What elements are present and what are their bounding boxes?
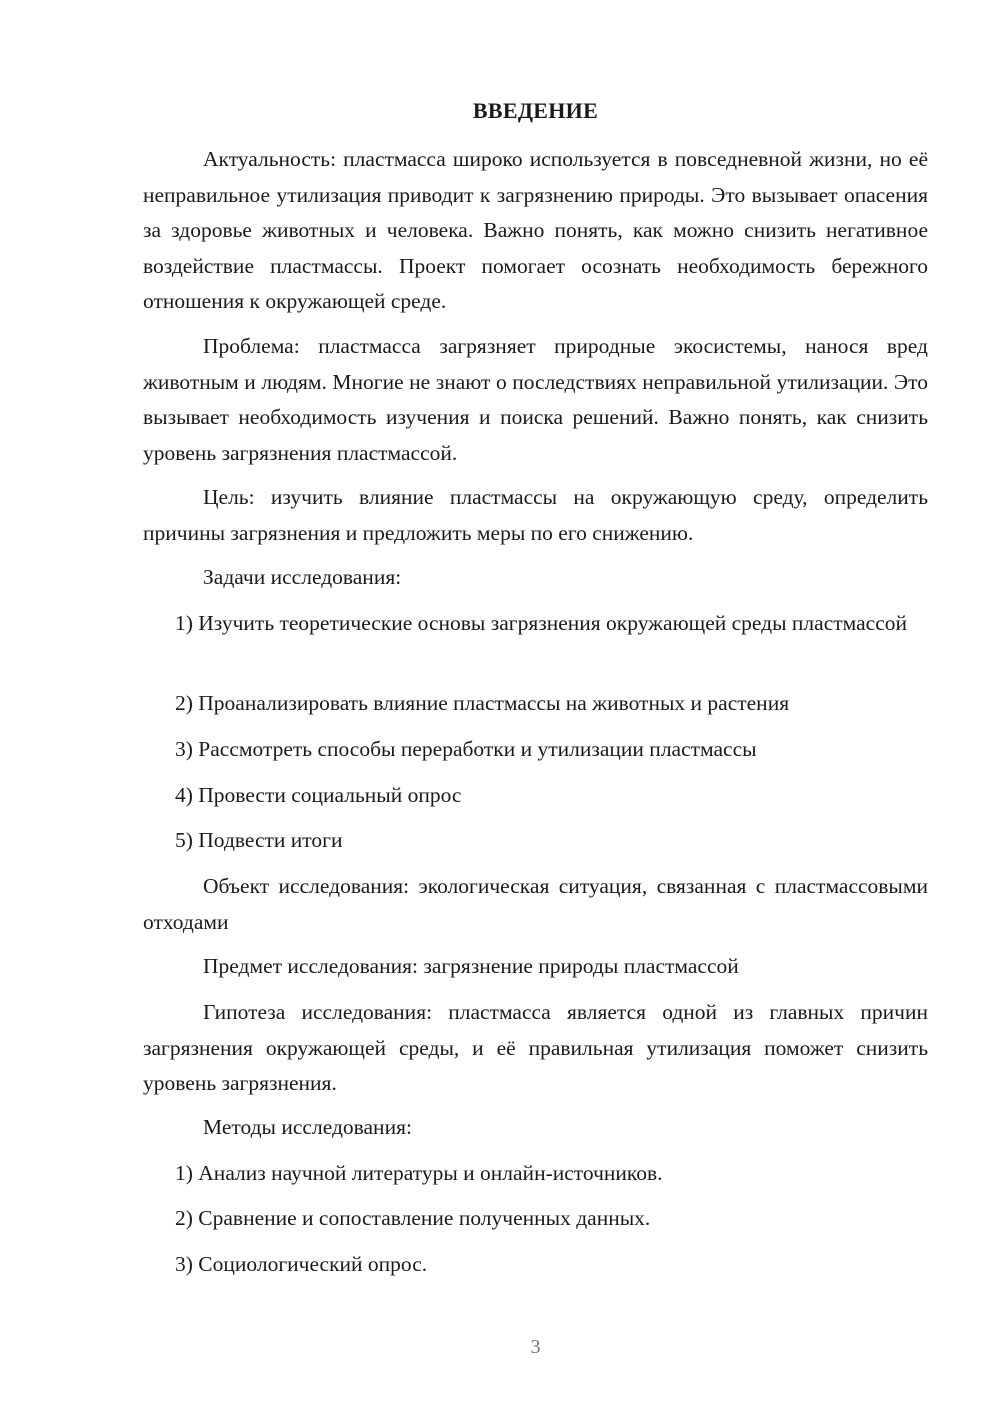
task-item: 4) Провести социальный опрос xyxy=(175,783,462,807)
task-item: 3) Рассмотреть способы переработки и утилизации пластмассы xyxy=(175,737,757,761)
methods-heading: Методы исследования: xyxy=(203,1115,412,1139)
method-item: 3) Социологический опрос. xyxy=(175,1252,428,1276)
hypothesis-paragraph: Гипотеза исследования: пластмасса является одной из главных причин загрязнения окружающей среды, и её правильная утилизация поможет снизить уровень загрязнения. xyxy=(143,1000,928,1095)
tasks-heading: Задачи исследования: xyxy=(203,565,402,589)
page-number: 3 xyxy=(530,1336,541,1358)
section-title: ВВЕДЕНИЕ xyxy=(472,98,599,123)
task-item: 1) Изучить теоретические основы загрязнения окружающей среды пластмассой xyxy=(175,611,907,635)
task-item: 5) Подвести итоги xyxy=(175,828,343,852)
task-item: 2) Проанализировать влияние пластмассы на животных и растения xyxy=(175,691,790,715)
goal-paragraph: Цель: изучить влияние пластмассы на окружающую среду, определить причины загрязнения и предложить меры по его снижению. xyxy=(143,485,928,545)
document-page xyxy=(143,0,928,1414)
method-item: 2) Сравнение и сопоставление полученных данных. xyxy=(175,1206,651,1230)
relevance-paragraph: Актуальность: пластмасса широко используется в повседневной жизни, но её неправильное утилизация приводит к загрязнению природы. Это вызывает опасения за здоровье животных и человека. Важно понять, как можно снизить негативное воздействие пластмассы. Проект помогает осознать необходимость бережного отношения к окружающей среде. xyxy=(143,147,928,313)
method-item: 1) Анализ научной литературы и онлайн-источников. xyxy=(175,1161,663,1185)
subject-paragraph: Предмет исследования: загрязнение природы пластмассой xyxy=(203,954,739,978)
problem-paragraph: Проблема: пластмасса загрязняет природные экосистемы, нанося вред животным и людям. Многие не знают о последствиях неправильной утилизации. Это вызывает необходимость изучения и поиска решений. Важно понять, как снизить уровень загрязнения пластмассой. xyxy=(143,334,928,465)
object-paragraph: Объект исследования: экологическая ситуация, связанная с пластмассовыми отходами xyxy=(143,874,928,934)
